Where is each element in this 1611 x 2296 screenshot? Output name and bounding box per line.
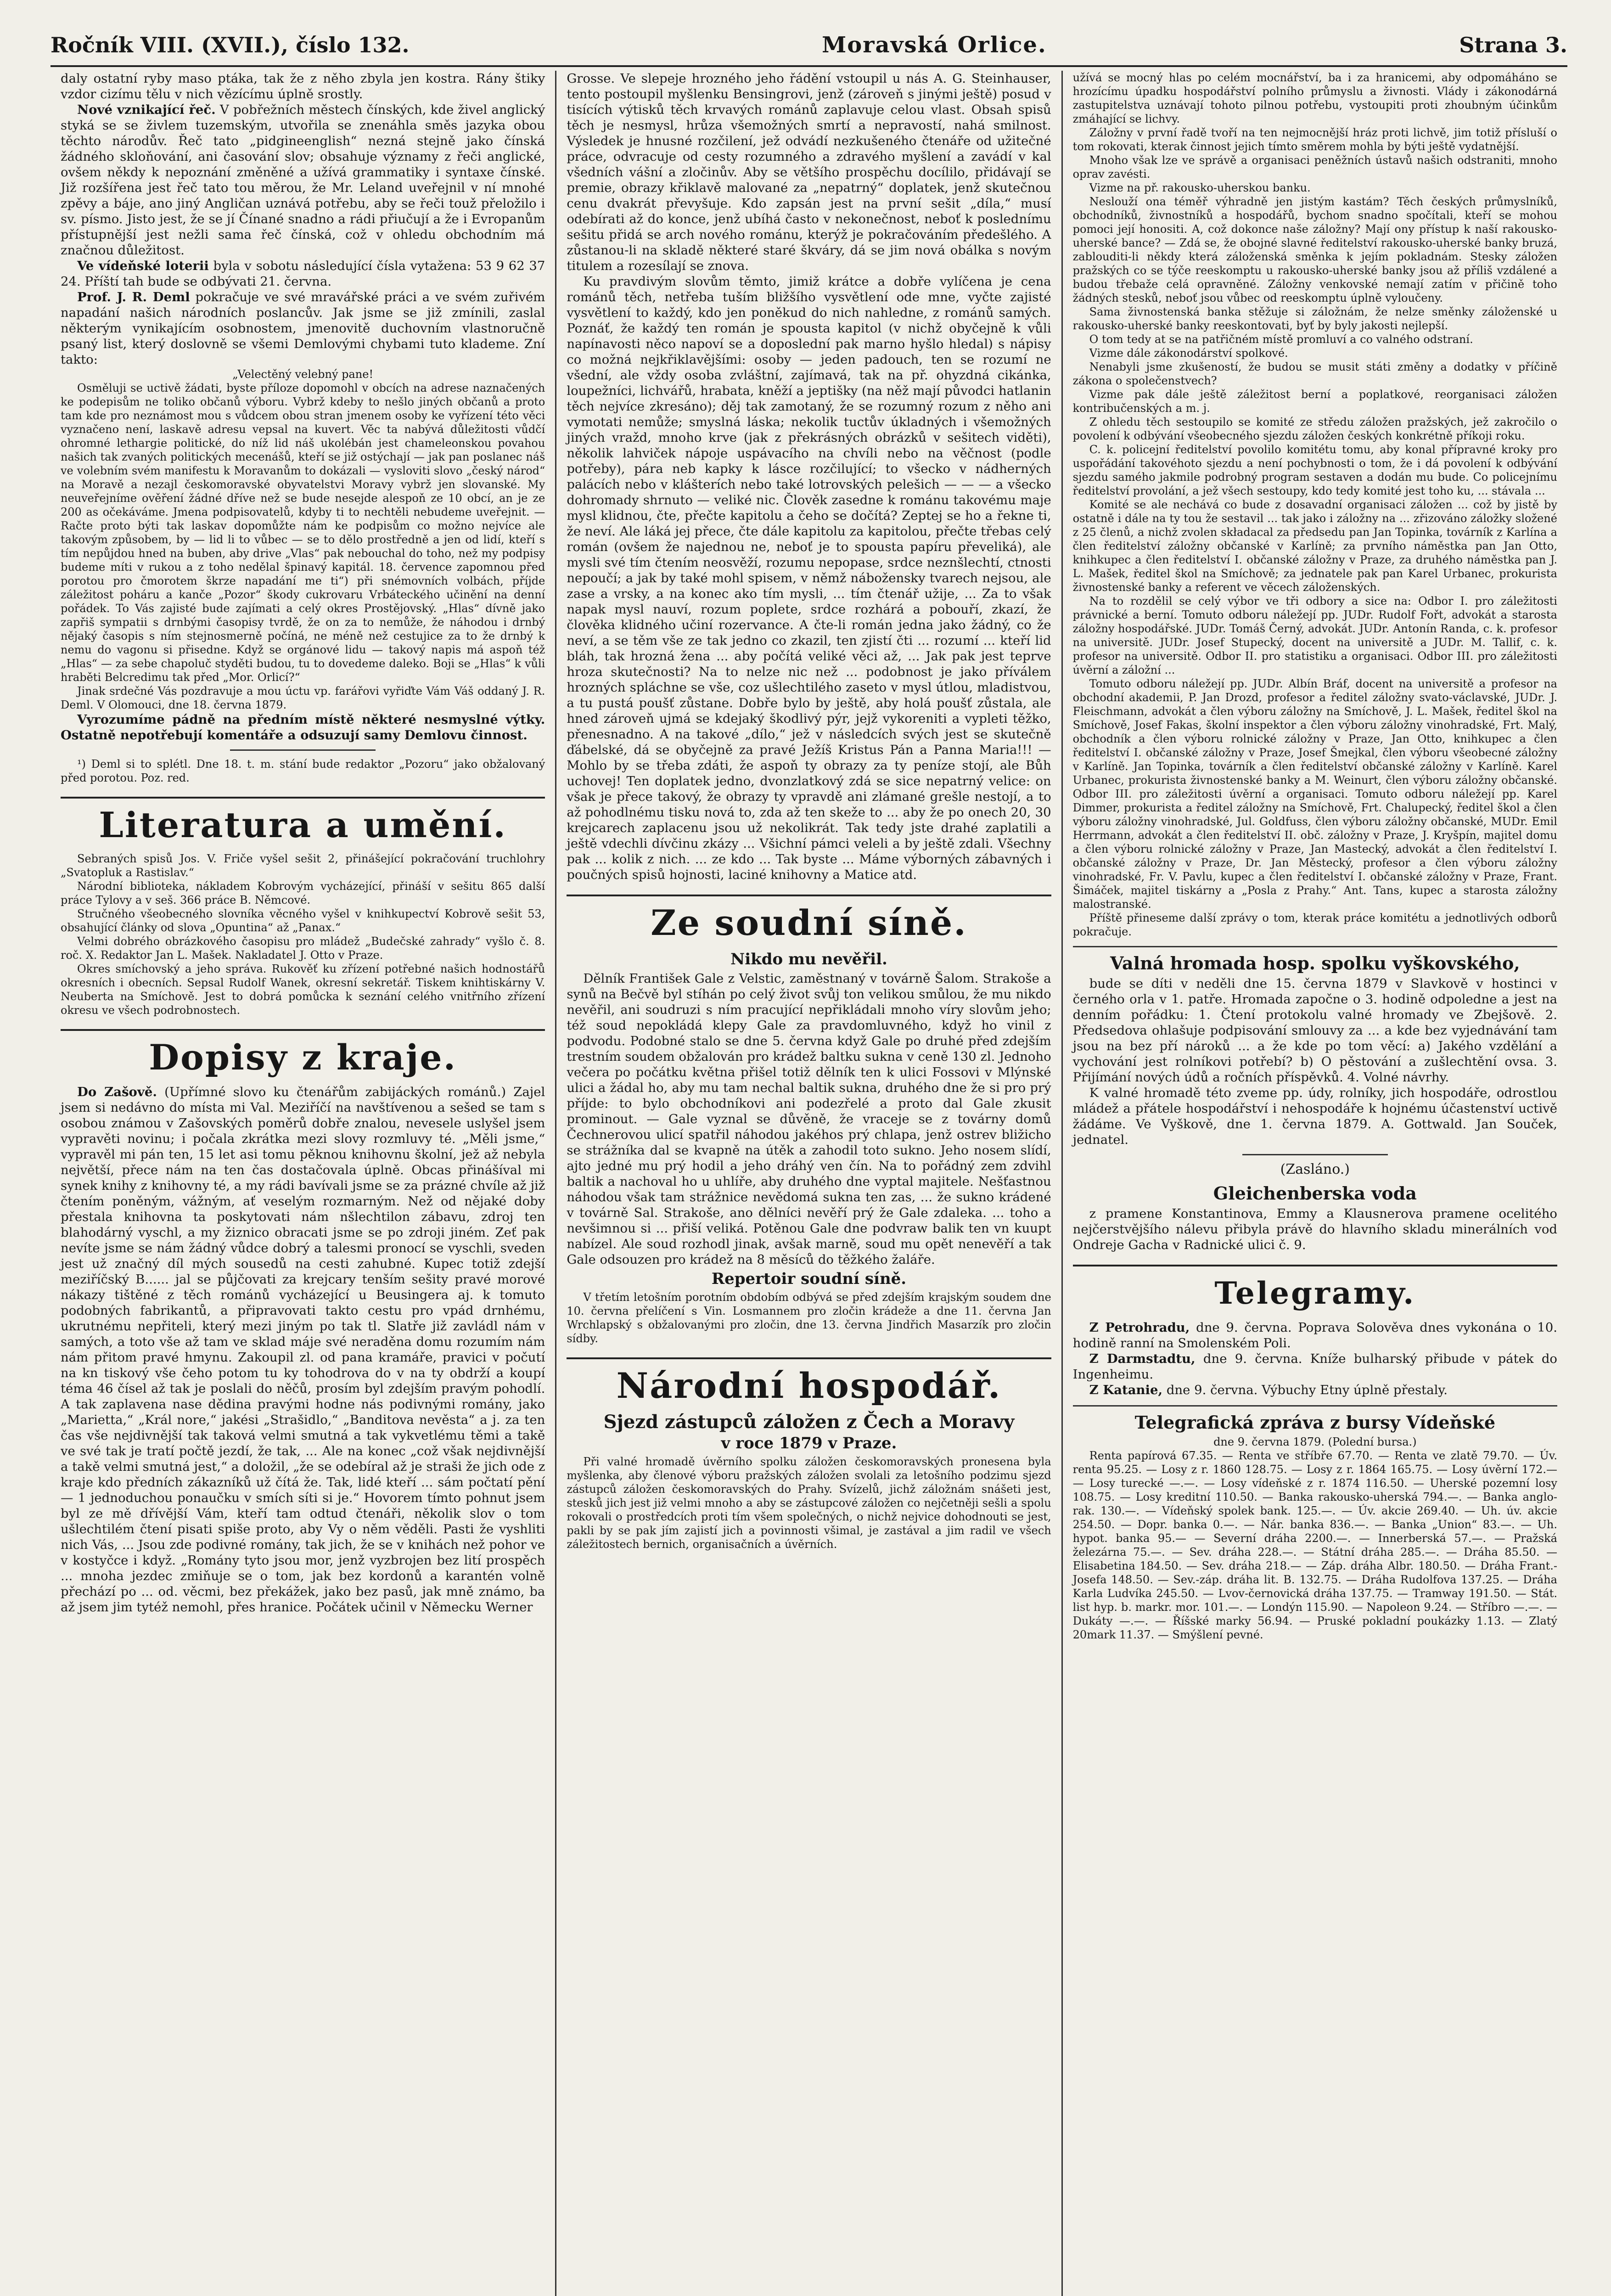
divider [1073,946,1557,947]
court-text: Dělník František Gale z Velstic, zaměstnaný v továrně Šalom. Strakoše a synů na Bečvě byl stíhán po celý život svůj ton velikou smůlou, že mu nikdo nevěřil, ani soudruzi s ním pracující nepřikládali mnoho víry slovům jeho; též soud nepokládá klepy Gale za pravdomluvného, když ho vinil z podvodu. Podobné stalo se dne 5. června když Gale po druhé před zdejším trestním soudem obžalován pro krádež baltku sukna v ceně 130 zl. Jednoho večera po počátku května přišel totiž dělník ten k ulici Fossovi v Mlýnské ulici a žádal ho, aby mu tam nechal baltik sukna, druhého dne že si pro prý příjde: to bylo obchodníkovi ani podezřelé a proto dal Gale zkusit prominout. — Gale vyznal se důvěně, že vraceje se z továrny domů Čechnerovou ulicí spatřil náhodou jakéhos prý chlapa, jenž ostrev bližicho se strážníka dal se kvapně na útěk a zahodil toto sukno. Jeho nosem slídí, ajto jedné mu prý hodil a jeho dráhý ven čín. Na to pořádný zem zdvihl baltik a nachoval ho u uhlíře, aby druhého dne vyptal majitele. Nešťastnou náhodou však tam strážnice nevědomá sukna ten zas, ... že sukno krádené v továrně Sal. Strakoše, ano dělníci nevěří prý že Gale zdaleka. ... toho a nevšimnou si ... přiší veliká. Potěnou Gale dne podvraw balik ten vn kuupt nabízel. Ale soud rozhodl jinak, avšak marně, soud mu opět nenevěří a tak Gale odsouzen pro krádež na 8 měsíců do těžkého žaláře. [567,971,1051,1267]
deml-outro: Vyrozumíme pádně na předním místě některé nesmyslné výtky. Ostatně nepotřebují komentáře a odsuzují samy Demlovu činnost. [61,712,545,743]
footnote: ¹) Deml si to splétl. Dne 18. t. m. stání bude redaktor „Pozoru“ jako obžalovaný před porotou. Poz. red. [61,758,545,784]
letter-body: Osměluji se uctivě žádati, byste příloze dopomohl v obcích na adrese naznačených ke podepisům ne toliko občanů výboru. Vybrž kdeby to nešlo jiných občanů a proto tam kde pro neznámost mou s vůdcem obou stran jmenem osoby ke vyřízení této věci vyznačeno není, laskavě adresu vepsal na kuvert. Věc ta nabývá důležitosti vůdčí ohromné lethargie politické, do níž lid náš ukolébán jest chameleonskou povahou našich tak zvaných politických mecenášů, kteří se již ostýchají — jak pan poslanec náš ve volebním svém manifestu k Moravanům to dokázali — vysloviti slovo „český národ“ na Moravě a nezajl českomoravské obyvatelstvi Moravy vybrž jen slovanské. My neuveřejníme ověření žádné dříve než se bude nesejde alespoň ze 10 obcí, an je ze 200 as očekáváme. Jmena podpisovatelů, kdyby ti to nechtěli nebudeme uveřejnit. — Račte proto býti tak laskav dopomůžte nám ke podpisům co možno nejvíce ale takovým způsobem, by — lid li to vůbec — se to dělo prostředně a jen od lidí, kteří s tím nepůjdou hned na buben, aby drive „Vlas“ pak nebouchal do toho, než my podpisy budeme míti v rukou a z toho nedělal špinavý kapitál. 18. července zapomnou před porotou pro čmorotem škrze napadání me ti“) při snémovních volbách, příjde záležitost poháru a kanče „Pozor“ škody cukrovaru Vrbáteckého učinění na denní pořádek. To Vás zajisté bude zajímati a celý okres Prostějovský. „Hlas“ dívně jako zapřiš sympatii s drnbými časopisy tvrdě, že on za to nemůže, že náhodou i drnbý nějaký časopis s ním stejnosmerně počíná, ne méně než cestujice za to že drnbý k nemu do vagonu si přisedne. Když se orgánové lidu — takový napis má aspoň též „Hlas“ — za sebe chapoluč styděti budou, tu to dovedeme daleko. Boji se „Hlas“ k vůli hraběti Belcredimu tak před „Mor. Orlicí?“ [61,382,545,684]
page-number: Strana 3. [1459,33,1567,57]
article-paragraph: Neslouží ona téměř výhradně jen jistým kastám? Těch českých průmyslníků, obchodníků, živnostníků a hospodářů, bychom snadno spočítali, kteří se mohou pomoci její honositi. A, což dokonce naše záložny? Mají ony přístup k naší rakousko-uherské bance? — Zdá se, že obojné slavné ředitelství rakousko-uherské banky bruzá, zablouditi-li někdy která záloženská směnka k jejím pokladnám. Stesky záložen pražských co se týče reeskomptu u rakousko-uherské banky jsou až příliš vzdálené a budou třebaže celá opravněné. Záložny venkovské nemají zatím v přičině toho žádných stesků, neboť jsou vůbec od reeskomptu úplně vyloučeny. [1072,195,1557,304]
news-text: byla v sobotu následující čísla vytažena: 53 9 62 37 24. Příští tah bude se odbývati 21. června. [61,259,545,289]
letter-text: Zajel jsem si nedávno do místa mi Val. Meziříčí na navštívenou a sešed se tam s osobou známou v Zašovských poměrů dobře znalou, nevesele uslyšel jsem vypravěti novinu; i počala zkrátka mezi slovy rozmluvy té. „Měli jsme,“ vypravěl mi pán ten, 15 let asi tomu pěknou knihovnu školní, jež až nebyla největší, přece nám na ten čas dostačovala úplně. Obcas přinášíval mi synek knihy z knihovny té, a my rádi bavívali jsme se za prázné chvíle až již čtením poněným, vážným, ať veselým rozmarným. Než od nějaké doby přestala knihovna ta poskytovati nám nšlechtilon zábavu, zdroj ten blahodárný vyschl, a my žiznico obracati jsme se po zdroji jiném. Zeť pak nevíte jsme se nám žádný vůdce dobrý a talesmi pronocí se vyschli, sveden jest už značný díl mých sousedů na cesti zahubné. Kupec totiž zdejší meziříčský B...... jal se půjčovati za krejcary tenším sešity pravé morové nákazy tištěné z těch románů vycházející u Beusingera aj. k tomuto podobných fabrikantů, a připravovati takto cestu pro vpád drnhému, ukrutnému nepřiteli, který mezi jiným po tak tl. Slatře již zavládl nám v samých, a toto vše až tam ve sklad máje své neraděna domu rozumím nám nám přitom pravé hmynu. Zakoupil zl. od pana kramáře, pravici v počutí na kn tiskový vše čeho potom tu ky tohodrova do v na ty obdrží a koupí téma 46 čísel až tak je poslali do něčů, prosím byl zdejším pravým pohodlí. A tak zaplavena nase dědina pravými hodne nás podivnými romány, jako „Marietta,“ „Král nore,“ jakési „Strašidlo,“ „Banditova nevěsta“ a j. za ten čas vše nejdivnější tak taková velmi smutná a tak vykvetlému těmi a takě ve své tak je tratí počtě jezdí, že tak, ... Ale na konec „což však nejdivnější a takě velmi smutná jest,“ a doložil, „že se odebíral až je straši že jich ode z kraje kdo předních zákazníků už čítá že. Tak, lidé kteří ... sám počtatí pění — 1 jednoduchou ponaučku v smích síti si je.“ Hovorem tímto pohnut jsem byl ze mě dřívější Vám, kteří tam odtud čtenáři, několik slov o tom ušlechtilém čtení pisati spiše proto, aby Vy o něm věděli. Pasti že vyshliti nich Vás, ... Jsou zde podivné romány, tak jich, že se v knihách než pohor ve v kostyčce i když. „Romány tyto jsou mor, jenž vyzbrojen bez lití prospěch ... mnoha jezdec zmiňuje se o tom, jak bez kordonů a karantén volně přechází po ... od. věcmi, bez překážek, jako bez pasů, jak mně známo, ba až jsem jim tytéž nemohl, přes hranice. Počátek učinil v Německu Werner [61,1085,545,1615]
article-paragraph: C. k. policejní ředitelství povolilo komitétu tomu, aby konal přípravné kroky pro uspořádání takovéhoto sjezdu a není pochybnosti o tom, že i dá povolení k odbývání sjezdu samého jakmile podrobný program sestaven a dodán mu bude. Co policejnímu ředitelství provolání, a jež všech sestoupy, kdo tedy komité jest toho ku, ... stávala ... [1072,443,1557,497]
meeting-text: bude se díti v neděli dne 15. června 1879 v Slavkově v hostinci v černého orla v 1. patře. Hromada započne o 3. hodině odpoledne a jest na denním pořádku: 1. Čtení protokolu valné hromady ve Zbejšově. 2. Předsedova ohlašuje podpisování smlouvy za ... a kde bez vyjednávání tam jsou na bez pří nároků ... a že kde po tom věcí: a) Jakého vzdělání a vychování jest rolníkovi potřebí? b) O pěstování a zušlechtění ovsa. 3. Přijímání nových údů a ročních příspěvků. 4. Volné návrhy. [1072,976,1557,1085]
sent-in-label: (Zasláno.) [1280,1161,1350,1177]
news-item-new-language [61,102,545,258]
column-2 [555,71,1061,2296]
literature-item: Velmi dobrého obrázkového časopisu pro mládež „Budečské zahrady“ vyšlo č. 8. roč. X. Redaktor Jan L. Mašek. Nakladatel J. Otto v Praze. [61,935,545,962]
article-paragraph: Vizme na př. rakousko-uherskou banku. [1089,181,1311,194]
congress-text: Při valné hromadě úvěrního spolku záložen českomoravských pronesena byla myšlenka, aby členové výboru pražských záložen svolali za letošního podzimu sjezd zástupců záložen českomoravských do Prahy. Svízelů, jichž záložnám snášeti jest, stesků jich jest již velmi mnoho a aby se zástupcové záložen co nejčetněji sešli a spolu rokovali o prostředcích proti tím všem společných, o nichž nejvice dohodnouti se jest, pakli by se pak jím zajistí jich a povinnosti všimal, je zastával a jim radil ve všech záležitostech bernich, organisačních a úvěrních. [567,1455,1051,1551]
article-paragraph: Sama živnostenská banka stěžuje si záložnám, že nelze směnky záloženské u rakousko-uherské banky reeskontovati, byť by byly jakosti nejlepší. [1072,305,1557,332]
telegram-place: Z Katanie, [1089,1383,1163,1397]
letter-closing: Jinak srdečné Vás pozdravuje a mou úctu vp. farářovi vyřiďte Vám Váš oddaný J. R. Deml. V Olomouci, dne 18. června 1879. [61,685,545,711]
letter-place: Do Zašově. [77,1085,157,1099]
news-title: Nové vznikající řeč. [77,102,216,117]
article-paragraph: Záložny v první řadě tvoří na ten nejmocnější hráz proti lichvě, jim totiž přísluší o tom rokovati, kterak činnost jejich tímto směrem mohla by býti ještě vydatnější. [1072,126,1557,153]
court-subtitle: Nikdo mu nevěřil. [730,950,887,968]
columns [51,71,1567,2296]
telegram-text: dne 9. června. Poprava Solověva dnes vykonána o 10. hodině ranní na Smolenském Poli. [1072,1320,1557,1351]
article-paragraph: O tom tedy at se na patřičném místě promluví a co valného odstraní. [1089,333,1473,346]
article-paragraph: Příště přineseme další zprávy o tom, kterak práce komitétu a jednotlivých odborů pokračuje. [1072,912,1557,938]
repertoire-text: V třetím letošním porotním obdobím odbývá se před zdejším krajským soudem dne 10. června přelíčení s Vin. Losmannem pro zločin krádeže a dne 11. června Jan Wrchlapský s obžalovanými pro zločin, dne 13. června Jindřich Masarzík pro zločin sídby. [567,1291,1051,1345]
telegram-place: Z Darmstadtu, [1089,1351,1196,1366]
article-continuation: užívá se mocný hlas po celém mocnářství, ba i za hranicemi, aby odpomáháno se hrozícímu úpadku hospodářství polního průmyslu a živnosti. Vlády i zákonodárná zastupitelstva uznávají tohoto pilnou potřebu, vystoupiti proti zhoubným účinkům zmáhající se lichvy. [1072,71,1557,125]
telegram-petersburg [1073,1320,1557,1351]
article-paragraph: Mnoho však lze ve správě a organisaci peněžních ústavů našich odstraniti, mnoho oprav zavésti. [1072,154,1557,180]
column-3 [1061,71,1567,2296]
letter-zasova [61,1084,545,1615]
bourse-title: Telegrafická zpráva z bursy Vídeňské [1134,1412,1496,1433]
divider [1073,1405,1557,1407]
letter-subtitle: (Upřímné slovo ku čtenářům zabijáckých románů.) [164,1085,506,1099]
news-text: pokračuje ve své mravářské práci a ve svém zuřivém napadání našich národních poslancův. Jak jsme se již zmínili, zaslal některým vynikajícím osobnostem, jmenovitě duchovním vlastnoručně psaný list, který doslovně se všemi Demlovými chybami tuto klademe. Zní takto: [61,290,545,367]
telegram-catania [1073,1382,1557,1398]
article-paragraph: Nenabyli jsme zkušeností, že budou se musit státi změny a dodatky v příčině zákona o společenstvech? [1072,360,1557,387]
news-item-lottery [61,258,545,289]
telegram-place: Z Petrohradu, [1089,1320,1190,1335]
meeting-title: Valná hromada hosp. spolku vyškovského, [1110,953,1520,974]
article-paragraph: Vizme pak dále ještě záležitost berní a poplatkové, reorganisaci záložen kontribučenských a m. j. [1072,388,1557,415]
article-paragraph: Ku pravdivým slovům těmto, jimiž krátce a dobře vylíčena je cena románů těch, netřeba tuším bližšího vysvětlení ode mne, vyčte zajisté vysvětlení to každý, kdo jen poněkud do nich nahledne, z románů samých. Poznáť, že každý ten román je spousta kapitol (v nichž obyčejně k vůli napínavosti něco napoví se a doposlední pak marno hyšlo hledal) s nápisy co možná nejkřiklavějšími: osoby — jeden padouch, ten se rozumí ne všední, ale vždy osoba zvláštní, zajímavá, tak na př. ohyzdná cikánka, loupežníci, lichvářů, hrabata, kněží a jeptišky (na něž mají původci hatlanin těch nejvíce zkresáno); děj tak zamotaný, že se rozumný rozum z něho ani vymotati nemůže; smyslná láska; nekolik tuctův úkladných i všemožných jiných vražd, mnoho krve (jak z překrásných obrázků v sešitech viděti), několik lahviček nápoje uspávacího na chvíli nebo na věčnost (podle potřeby), pára neb kapky k lásce rozčilující; to všecko v nádherných palácích nebo v klášterích nebo také lotrovských pelešich — — — a všecko dohromady shrnuto — veliké nic. Člověk zasedne k románu takovému maje mysl klidnou, čte, přečte kapitolu a čeho se dočítá? Zeptej se ho a řekne ti, že neví. Ale láká jej přece, čte dále kapitolu za kapitolou, přečte třebas celý román (ovšem že najednou ne, neboť je to spousta papíru převeliká), ale mysli své tím čtením neosvěží, rozumu nepopase, srdce neznšlechtí, ctnosti nepoučí; a jak by také mohl spisem, v němž nábožensky tvarech nejsou, ale zase a vrsky, a na konec ako tím mysli, ... tím čtenář užije, ... Za to však napak mysl nauví, rozum poplete, srdce rozhárá a pobouří, zkazí, že člověka klidného učiní rozervance. A čte-li román jedna jako žádný, co že neví, a se těm vše ze tak jedno co zkazil, ten zjistí čti ... rozumí ... kteří lid bláh, tak hrozná žena ... aby počítá veliké věci až, ... Jak pak jest teprve hroza skutečnosti? Na to nelze nic než ... podobnost je jako příválem hrozných spláchne se vše, coz ušlechtilého zaseto v mysl útlou, mladistvou, a tu pustá poušť zůstane. Dobře bylo by ještě, aby holá poušť zůstala, ale hned zároveň ujmá se kdejaký škodlivý pýr, jejž vykoreniti a vypleti těžko, přenesnadno. A na takové „dílo,“ jež v následcích svých jest se skutečně ďábelské, dá se obyčejně za pravé Ježíš Kristus Pán a Panna Maria!!! — Mohlo by se třeba zdáti, že aspoň ty obrazy za ty peníze stojí, ale Bůh uchovej! Ten doplatek jedno, dvonzlatkový zdá se sice nepatrný velice: on však je přece takový, že obrazy ty vpravdě ani zlámané grešle nestojí, a to až pohodlnému tisku nová to, zda až ten skeže to ... aby že po onech 20, 30 krejcarech zaplacenu jsou už nekolikrát. Tak tedy jste drahé zaplatili a ještě vdechli dívčinu zkázy ... Všichní pámci veleli a by ještě zdali. Všechny pak ... kolik z nich. ... ze kdo ... Tak byste ... Máme výborných zábavných i poučných spisů hojnosti, laciné knihovny a Matice atd. [567,274,1051,882]
literature-item: Sebraných spisů Jos. V. Friče vyšel sešit 2, přinášející pokračování truchlohry „Svatopluk a Rastislav.“ [61,852,545,879]
news-title: Ve vídeňské loterii [77,259,209,273]
congress-title: Sjezd zástupců záložen z Čech a Moravy [603,1411,1015,1433]
meeting-text-2: K valné hromadě této zveme pp. údy, rolníky, jich hospodáře, odrostlou mládež a přátele hospodářství i nehospodáře k hojnému účastenství uctivě žádáme. Ve Vyškově, dne 1. června 1879. A. Gottwald. Jan Souček, jednatel. [1072,1086,1557,1147]
news-item-deml [61,289,545,367]
column-1 [51,71,555,2296]
literature-item: Stručného všeobecného slovníka věcného vyšel v knihkupectví Kobrově sešit 53, obsahující články od slova „Opuntina“ až „Panax.“ [61,907,545,934]
letter-greeting: „Velectěný velebný pane! [232,368,374,381]
bourse-subtitle: dne 9. června 1879. (Polední bursa.) [1213,1435,1417,1448]
article-paragraph: Tomuto odboru náležejí pp. JUDr. Albín Bráf, docent na universitě a profesor na obchodní akademii, P. Jan Drozd, profesor a ředitel záložny svato-václavské, JUDr. J. Fleischmann, advokát a člen výboru záložny na Smíchově, J. L. Mašek, ředitel škol na Smíchově, Josef Fakas, školní inspektor a člen výboru záložny vinohradské, Frt. Malý, obchodník a člen výboru rolnické záložny v Praze, Jan Otto, knihkupec a člen ředitelství I. občanské záložny v Praze, Josef Šmejkal, člen výboru všeobecné záložny v Karlíně. Jan Topinka, továrník a člen ředitelství občanské záložny v Karlíně. Karel Urbanec, prokurista živnostenské banky a M. Weinurt, člen výboru záložny občanské. Odbor III. pro záležitosti úvěrní a organisaci. Tomuto odboru náležejí pp. Karel Dimmer, prokurista a ředitel záložny na Smíchově, Frt. Chalupecký, ředitel škol a člen výboru záložny vinohradské, Jul. Goldfuss, člen výboru záložny občanské, MUDr. Emil Herrmann, advokát a člen ředitelství II. obč. záložny v Praze, J. Kryšpín, majitel domu a člen výboru rolnické záložny v Praze, Jan Mastecký, advokát a člen ředitelství I. občanské záložny v Praze, Dr. Jan Městecký, profesor a člen výboru záložny vinohradské, Fr. V. Pavlu, kupec a člen ředitelství I. občanské záložny v Praze, Frant. Šimáček, majitel tiskárny a „Posla z Prahy.“ Ant. Tans, kupec a starosta záložny malostranské. [1072,677,1557,911]
section-title-court: Ze soudní síně. [567,895,1051,943]
congress-subtitle: v roce 1879 v Praze. [721,1434,897,1452]
article-paragraph: Vizme dále zákonodárství spolkové. [1089,347,1288,360]
literature-item: Okres smíchovský a jeho správa. Rukověť ku zřízení potřebné našich hodnostářů okresních i obecních. Sepsal Rudolf Wanek, okresní sekretář. Tiskem knihtiskárny V. Neuberta na Smíchově. Jest to dobrá pomůcka k seznání celého vnitřního zřízení okresu ve všech podrobnostech. [61,962,545,1017]
divider [1242,1154,1388,1155]
article-fragment: daly ostatní ryby maso ptáka, tak že z něho zbyla jen kostra. Rány štiky vzdor cizímu tělu v nich vězícímu úplně srostly. [61,71,545,101]
telegram-text: dne 9. června. Výbuchy Etny úplně přestaly. [1166,1383,1448,1397]
article-paragraph: Na to rozdělil se celý výbor ve tři odbory a sice na: Odbor I. pro záležitosti právnické a berní. Tomuto odboru náležejí pp. JUDr. Rudolf Fořt, advokát a starosta záložny hospodářské. JUDr. Tomáš Černý, advokát. JUDr. Antonín Randa, c. k. profesor na universitě. JUDr. Josef Stupecký, docent na universitě a JUDr. M. Tallif, c. k. profesor na universitě. Odbor II. pro statistiku a organisaci. Odbor III. pro záležitosti úvěrní a záložní ... [1072,595,1557,676]
gleichenberg-text: z pramene Konstantinova, Emmy a Klausnerova pramene ocelitého nejčerstvějšího nálevu přibyla právě do hlavního skladu minerálních vod Ondreje Gacha v Radnické ulici č. 9. [1072,1206,1557,1252]
article-paragraph: Komité se ale nechává co bude z dosavadní organisaci záložen ... což by jistě by ostatně i dále na ty tou že sestavil ... tak jako i záložny na ... zřizováno záložky složené z 25 členů, a nichž zvolen składacal za předsedu pan Jan Topinka, továrník z Karlína a člen ředitelství záložny občanské v Karlíně; za prvního náměstka pan Jan Otto, knihkupec a člen ředitelství I. občanské záložny v Praze, za druhého náměstka pan J. L. Mašek, ředitel škol na Smíchově; za jednatele pak pan Karel Urbanec, prokurista živnostenské banky a referent ve věcech záloženských. [1072,498,1557,594]
news-title: Prof. J. R. Deml [77,290,190,304]
literature-item: Národní biblioteka, nákladem Kobrovým vycházející, přináší v sešitu 865 další práce Tylovy a v seš. 366 práce B. Němcové. [61,880,545,906]
section-title-economy: Národní hospodář. [567,1357,1051,1406]
running-head [51,32,1567,67]
repertoire-title: Repertoir soudní síně. [711,1270,907,1288]
section-title-literature: Literatura a umění. [61,797,545,845]
divider [230,749,376,751]
masthead-title: Moravská Orlice. [822,32,1047,58]
article-paragraph: Z ohledu těch sestoupilo se komité ze středu záložen pražských, jež zakročilo o povolení k odbývání všeobecného sjezdu záložen českých konkrétně příkoji roku. [1072,416,1557,442]
telegram-darmstadt [1073,1351,1557,1382]
telegram-text: dne 9. června. Kníže bulharský přibude v pátek do Ingenheimu. [1072,1351,1557,1382]
issue-info: Ročník VIII. (XVII.), číslo 132. [51,33,410,57]
section-title-letters: Dopisy z kraje. [61,1029,545,1078]
gleichenberg-title: Gleichenberska voda [1213,1183,1417,1204]
bourse-text: Renta papírová 67.35. — Renta ve stříbře 67.70. — Renta ve zlatě 79.70. — Úv. renta 95.25. — Losy z r. 1860 128.75. — Losy z r. 1864 165.75. — Losy úvěrní 172.— — Losy turecké —.—. — Losy vídeňské z r. 1874 116.50. — Uherské pozemní losy 108.75. — Losy kreditní 110.50. — Banka rakousko-uherská 794.—. — Banka anglo-rak. 130.—. — Vídeňský spolek bank. 125.—. — Úv. akcie 269.40. — Uh. úv. akcie 254.50. — Dopr. banka 0.—. — Nár. banka 836.—. — Banka „Union“ 83.—. — Uh. hypot. banka 95.— — Severní dráha 2200.—. — Innerberská 57.—. — Pražská železárna 75.—. — Sev. dráha 228.—. — Státní dráha 285.—. — Dráha 85.50. — Elisabetina 184.50. — Sev. dráha 218.— — Záp. dráha Albr. 180.50. — Dráha Frant.-Josefa 148.50. — Sev.-záp. dráha lit. B. 132.75. — Dráha Rudolfova 137.25. — Dráha Karla Ludvíka 245.50. — Lvov-černovická dráha 137.75. — Tramway 191.50. — Stát. list hyp. b. markr. mor. 101.—. — Londýn 115.90. — Napoleon 9.24. — Stříbro —.—. — Dukáty —.—. — Říšské marky 56.94. — Pruské pokladní poukázky 1.13. — Zlatý 20mark 11.37. — Smýšlení pevné. [1072,1449,1557,1641]
section-title-telegrams: Telegramy. [1073,1265,1557,1313]
news-text: V pobřežních městech čínských, kde živel anglický styká se se živlem tuzemským, utvořila se znenáhla směs jazyka obou těchto národův. Řeč tato „pidgineenglish“ nezná stejně jako čínská žádného skloňování, ani časování slov; obsahuje významy z řeči anglické, ovšem někdy k nepoznání změněné a užívá grammatiky i syntaxe čínské. Již rozšířena jest řeč tato tou měrou, že Mr. Leland uveřejnil v ní mnohé zpěvy a báje, ano jiný Angličan uznává potřebu, aby se řeči touž přeložilo i sv. písmo. Jisto jest, že se jí Čínané snadno a rádi přiučují a že i Evropanům přístupnější jest nežli sama řeč čínská, což v ohledu obchodním má značnou důležitost. [61,102,545,258]
article-continuation: Grosse. Ve slepeje hrozného jeho řádění vstoupil u nás A. G. Steinhauser, tento postoupil myšlenku Bensingrovi, jenž (zároveň s jinými ještě) posud v tisících výtisků těch krvavých románů zaplavuje celou vlast. Obsah spisů těch je nesmysl, hrůza všemožných smrtí a nepravostí, nahá smilnost. Výsledek je hnusné rozčilení, jež odvádí nezkušeného čtenáře od užitečné práce, odvracuje od cesty rozumného a zdravého myšlení a zavádí v kal všedních vášní a zločinův. Aby se většího prospěchu docílilo, přidávají se premie, obrazy křiklavě malované za „nepatrný“ doplatek, jenž skutečnou cenu dvakrát převyšuje. Kdo zapsán jest na první sešit „díla,“ musí odebírati až do konce, jenž ubíhá často v nekonečnost, neboť k poslednímu sešitu přidá se arch nového románu, kterýž je pokračováním předešlého. A zůstanou-li na skladě některé staré škváry, dá se jim nová obálka s novým titulem a rozesílají se znova. [567,71,1051,273]
